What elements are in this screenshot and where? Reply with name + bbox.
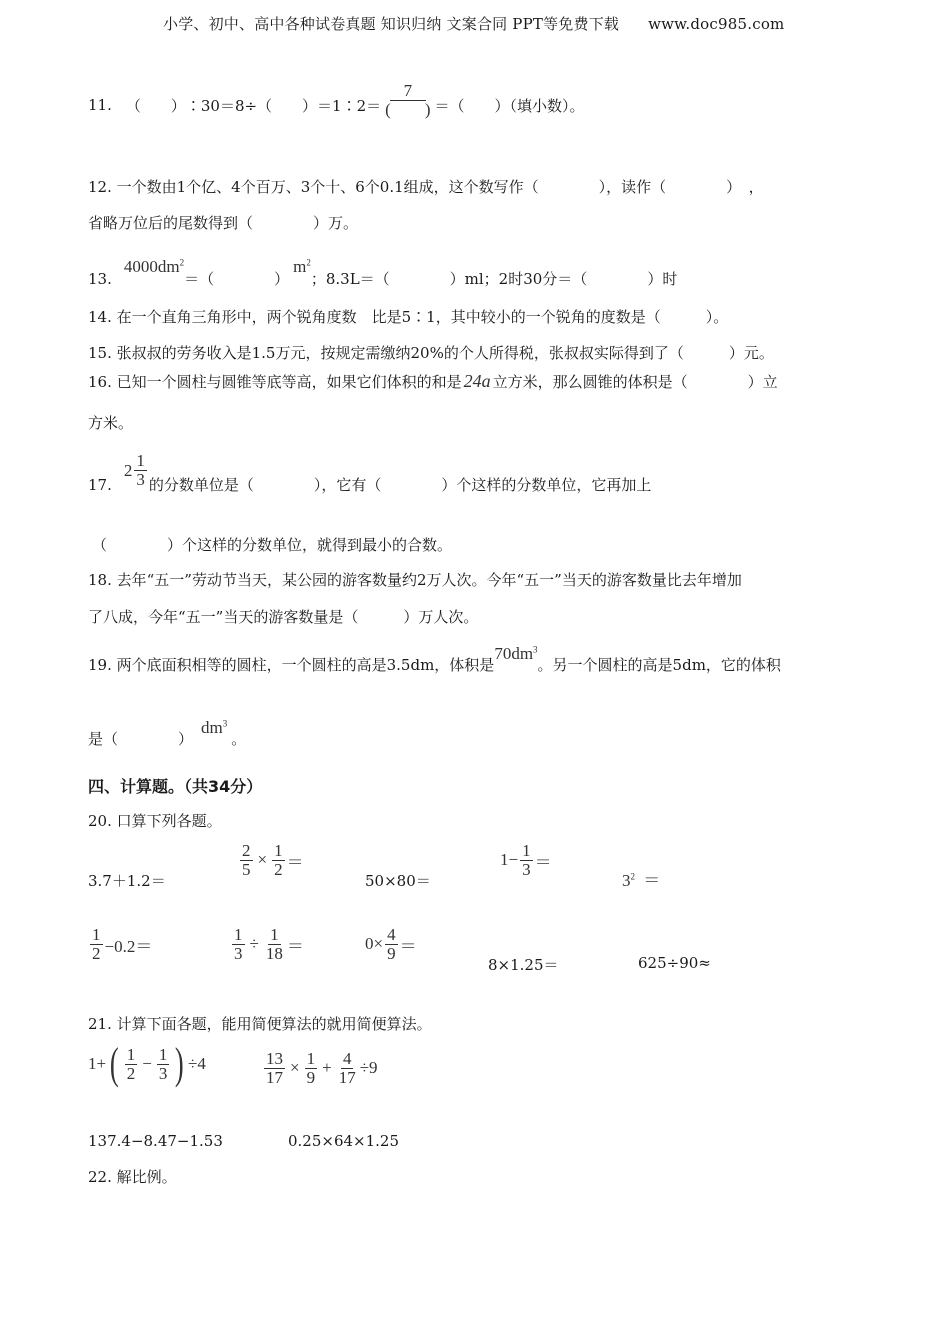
q19-unit-base: dm: [201, 717, 223, 737]
q21-e1-d1: 2: [126, 1063, 136, 1083]
q11-frac-num: 7: [390, 82, 427, 101]
question-18-line2: 了八成，今年“五一”当天的游客数量是（ ）万人次。: [88, 608, 479, 626]
question-11: [88, 81, 585, 119]
q20-r2-d: 8×1.25＝: [488, 956, 559, 974]
q11-part2: ＝（ ）（填小数）。: [434, 96, 585, 115]
q20-r2-b-op: ÷: [249, 934, 259, 954]
q17-frac-num: 1: [136, 451, 145, 471]
q20-r1-e-base: 3: [622, 871, 631, 890]
q21-expr-1: [88, 1039, 206, 1088]
q19-math: [494, 644, 537, 664]
q21-e2-n3: 4: [342, 1049, 352, 1068]
q20-r1-e-exp: 2: [630, 871, 635, 882]
q20-r1-a: 3.7＋1.2＝: [88, 872, 166, 890]
q19-line2b: 。: [231, 730, 247, 748]
section-4-heading: 四、计算题。（共34分）: [88, 777, 263, 796]
q20-r2-a: [88, 926, 152, 963]
q21-e2-d1: 17: [266, 1067, 283, 1087]
q20-r2-b: [230, 926, 304, 963]
q20-r1-b-op: ×: [257, 850, 268, 870]
q13-eq: ＝（ ）: [184, 270, 290, 288]
q21-e2-n1: 13: [266, 1049, 283, 1068]
question-13: [88, 246, 677, 289]
q11-part1: （ ）∶30＝8÷（ ）＝1∶2＝: [125, 96, 382, 115]
q21-e1-pre: 1+: [88, 1054, 107, 1073]
q16-math: 24a: [463, 371, 491, 391]
q20-r1-b-eq: ＝: [286, 852, 304, 872]
q20-r2-b-eq: ＝: [286, 936, 304, 956]
q21-e1-post: ÷4: [188, 1054, 206, 1073]
q21-e1-op: −: [142, 1054, 152, 1073]
q17-part1: 的分数单位是（ ），它有（ ）个这样的分数单位，它再加上: [148, 476, 652, 494]
right-paren-icon: ): [175, 1039, 185, 1088]
q16-part2: 立方米，那么圆锥的体积是（ ）立: [492, 373, 778, 391]
question-14: 14. 在一个直角三角形中，两个锐角度数 比是5∶1，其中较小的一个锐角的度数是（ ）。: [88, 308, 729, 326]
q17-number: 17.: [88, 475, 112, 494]
q11-frac-den: ( ): [385, 99, 431, 119]
question-15: 15. 张叔叔的劳务收入是1.5万元，按规定需缴纳20%的个人所得税，张叔叔实际得到了（ ）元。: [88, 344, 774, 362]
q11-fraction: [383, 82, 432, 119]
q17-frac-den: 3: [136, 470, 145, 489]
question-16-line2: 方米。: [88, 414, 134, 432]
q20-r1-d-eq: ＝: [534, 852, 552, 872]
question-20-title: 20. 口算下列各题。: [88, 812, 222, 830]
q20-r1-d-den: 3: [522, 859, 531, 879]
q20-r2-c-den: 9: [387, 943, 396, 963]
question-17: [88, 446, 651, 495]
q17-whole: 2: [123, 460, 133, 480]
q21-e2-n2: 1: [306, 1049, 316, 1068]
q20-r2-b-den1: 3: [234, 943, 243, 963]
q19-unit-exp: 3: [222, 717, 228, 728]
question-12-line1: 12. 一个数由1个亿、4个百万、3个十、6个0.1组成，这个数写作（ ），读作（ ） ，: [88, 178, 764, 196]
q20-r2-b-den2: 18: [265, 943, 283, 963]
q20-r1-e-eq: ＝: [643, 871, 661, 890]
header-site: www.doc985.com: [648, 15, 785, 33]
q20-r2-a-den: 2: [92, 943, 101, 963]
question-12-line2: 省略万位后的尾数得到（ ）万。: [88, 214, 359, 232]
q20-r1-e: [622, 866, 660, 891]
q13-rest: ；8.3L＝（ ）ml；2时30分＝（ ）时: [310, 270, 678, 288]
q20-r1-b-den2: 2: [274, 859, 283, 879]
q21-expr-2: [262, 1050, 378, 1087]
q20-r2-a-num: 1: [92, 925, 101, 944]
q21-e2-op1: ×: [290, 1058, 300, 1078]
q20-r2-e: 625÷90≈: [638, 954, 711, 972]
q19-math-exp: 3: [533, 643, 538, 654]
q20-r2-b-num1: 1: [234, 925, 243, 944]
question-22: 22. 解比例。: [88, 1168, 177, 1186]
q13-unit-base: m: [293, 256, 307, 276]
q21-expr-4: 0.25×64×1.25: [288, 1132, 400, 1150]
header-text: 小学、初中、高中各种试卷真题 知识归纳 文案合同 PPT等免费下载: [163, 15, 620, 33]
q20-r2-b-num2: 1: [270, 925, 279, 944]
q20-r1-c: 50×80＝: [365, 872, 431, 890]
q20-r1-b-num2: 1: [274, 841, 283, 860]
left-paren-icon: (: [110, 1039, 119, 1088]
q13-unit-exp: 2: [306, 256, 311, 267]
question-21-title: 21. 计算下面各题，能用简便算法的就用简便算法。: [88, 1015, 432, 1033]
q13-unit: [293, 257, 311, 277]
q20-r1-b: [238, 842, 304, 879]
q13-expr-exp: 2: [179, 256, 185, 267]
q21-expr-3: 137.4−8.47−1.53: [88, 1132, 223, 1150]
q20-r2-a-rest: −0.2＝: [104, 936, 153, 956]
q20-r1-d: [500, 842, 552, 879]
q17-fraction: [134, 452, 147, 489]
q21-e2-post: ÷9: [359, 1058, 378, 1078]
q21-e2-d2: 9: [306, 1067, 316, 1087]
question-19-line2: [88, 712, 246, 749]
q13-expr: [124, 257, 184, 277]
q19-part2: 。另一个圆柱的高是5dm，它的体积: [537, 656, 781, 674]
page-header: [163, 13, 784, 34]
q20-r2-c-num: 4: [387, 925, 396, 944]
q21-e2-op2: +: [322, 1058, 332, 1078]
q19-unit: [201, 718, 227, 738]
q19-line2a: 是（ ）: [88, 730, 194, 748]
q20-r2-c-eq: ＝: [399, 936, 417, 956]
question-19: [88, 638, 781, 675]
q17-mixed-number: [124, 452, 149, 489]
question-16: [88, 371, 778, 392]
q21-e1-d2: 3: [158, 1063, 168, 1083]
question-17-line2: （ ）个这样的分数单位，就得到最小的合数。: [92, 536, 453, 554]
q20-r2-c: [365, 926, 417, 963]
q11-number: 11.: [88, 96, 112, 115]
q13-number: 13.: [88, 269, 112, 288]
q20-r1-d-pre: 1−: [500, 850, 519, 870]
question-18-line1: 18. 去年“五一”劳动节当天，某公园的游客数量约2万人次。今年“五一”当天的游客数量比去年增加: [88, 571, 742, 589]
q20-r1-b-den1: 5: [242, 859, 251, 879]
q20-r1-b-num1: 2: [242, 841, 251, 860]
q20-r2-c-pre: 0×: [365, 934, 384, 954]
q16-part1: 16. 已知一个圆柱与圆锥等底等高，如果它们体积的和是: [88, 373, 462, 391]
q21-e1-n1: 1: [126, 1044, 136, 1064]
q19-math-base: 70dm: [494, 643, 534, 663]
q21-e1-n2: 1: [158, 1044, 168, 1064]
q13-expr-base: 4000dm: [123, 256, 180, 276]
q21-e2-d3: 17: [338, 1067, 356, 1087]
q19-part1: 19. 两个底面积相等的圆柱，一个圆柱的高是3.5dm，体积是: [88, 656, 495, 674]
q20-r1-d-num: 1: [522, 841, 531, 860]
